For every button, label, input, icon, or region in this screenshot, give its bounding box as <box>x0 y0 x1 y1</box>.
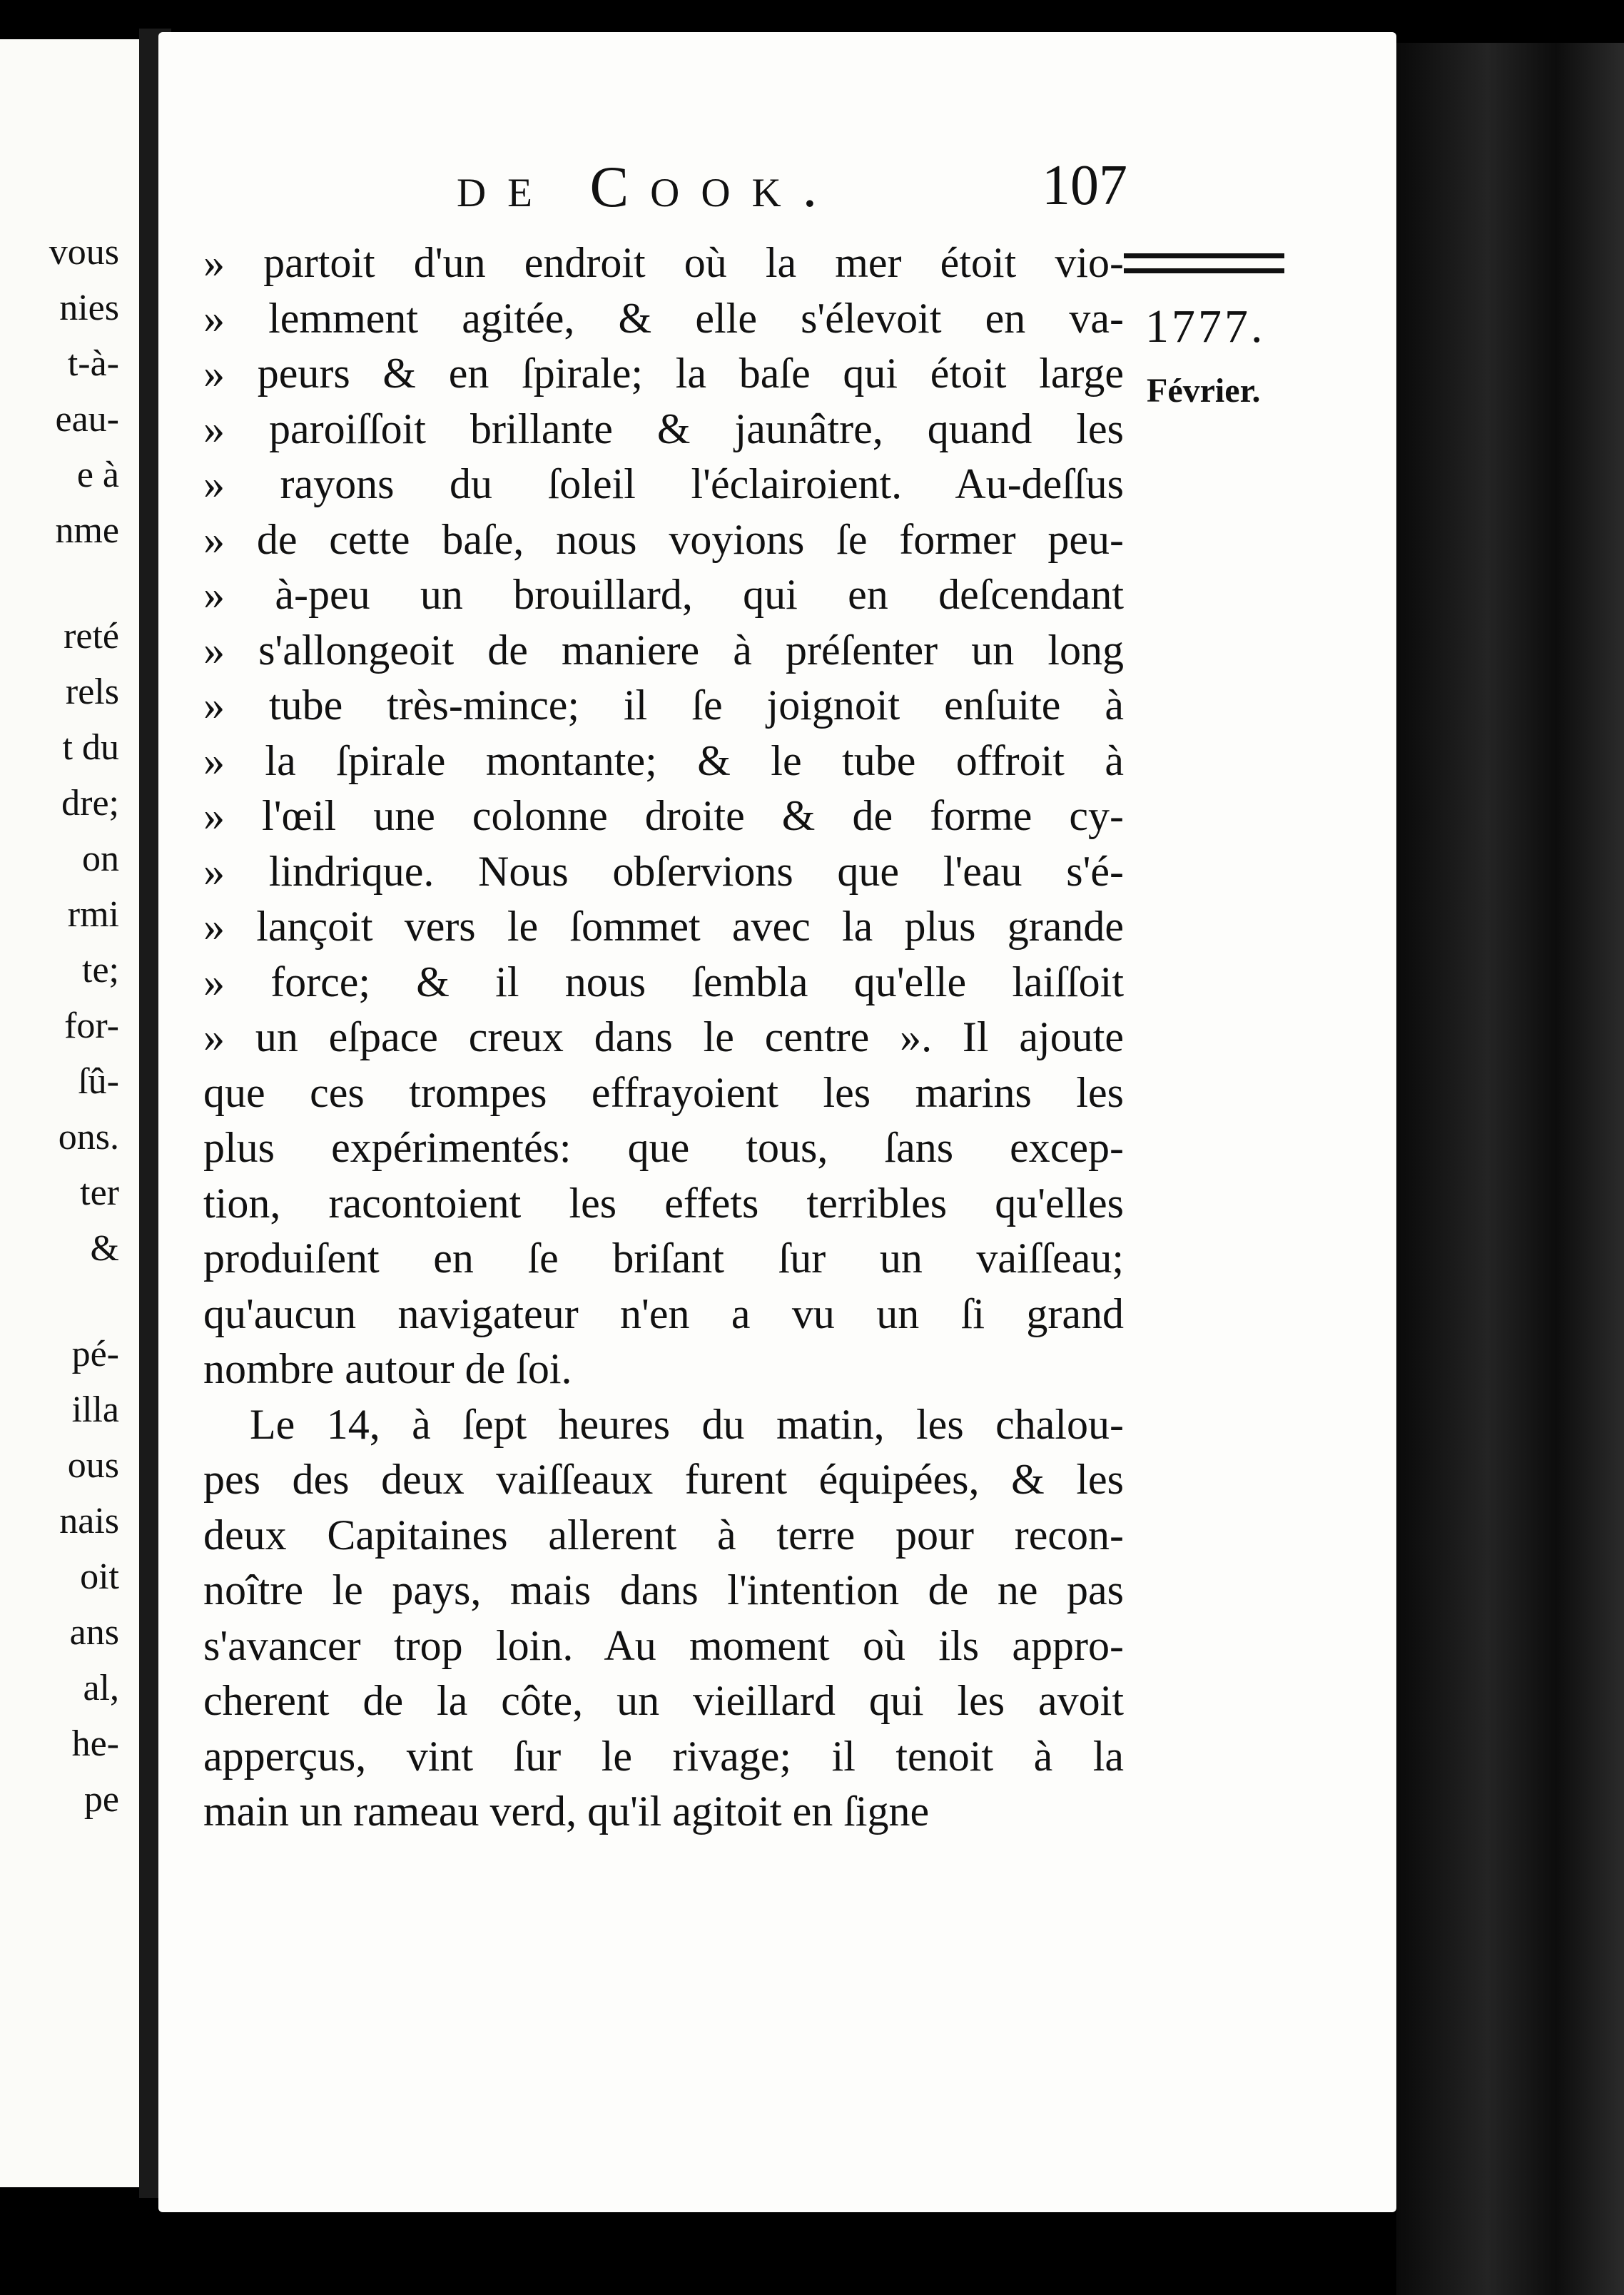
left-page-fragment: pé- <box>71 1334 119 1374</box>
text-line: » peurs & en ſpirale; la baſe qui étoit large <box>203 350 1124 397</box>
left-page-fragment: rels <box>65 672 119 712</box>
left-page-fragment: e à <box>76 455 119 495</box>
left-page-fragment: ons. <box>58 1117 119 1157</box>
left-page-fragment: reté <box>64 616 119 657</box>
left-page-fragment: t-à- <box>67 343 119 384</box>
fragment-gap <box>0 1277 139 1327</box>
left-page-fragment: oit <box>80 1556 119 1597</box>
left-page-fragment: te; <box>82 950 119 991</box>
left-page-fragment: dre; <box>61 783 119 824</box>
left-page-fragment: illa <box>71 1389 119 1430</box>
text-line: » la ſpirale montante; & le tube offroit à <box>203 736 1124 784</box>
text-line: apperçus, vint ſur le rivage; il tenoit à la <box>203 1732 1124 1780</box>
text-line: que ces trompes effrayoient les marins les <box>203 1068 1124 1116</box>
left-page-fragment: nais <box>59 1501 119 1541</box>
text-line: qu'aucun navigateur n'en a vu un ſi grand <box>203 1290 1124 1337</box>
page-number: 107 <box>1042 154 1127 217</box>
running-head <box>457 153 1142 232</box>
text-line: » lemment agitée, & elle s'élevoit en va- <box>203 294 1124 342</box>
left-page-fragment: al, <box>83 1668 119 1708</box>
text-line: deux Capitaines allerent à terre pour recon- <box>203 1511 1124 1559</box>
left-facing-page <box>0 39 139 2187</box>
left-page-fragment: he- <box>71 1723 119 1764</box>
left-page-fragment: pe <box>83 1779 119 1820</box>
text-line: tion, racontoient les effets terribles qu'elles <box>203 1179 1124 1227</box>
left-page-fragment: & <box>90 1228 119 1269</box>
running-title: de Cook. <box>457 154 839 219</box>
left-page-fragment: ſû- <box>78 1061 119 1102</box>
left-page-fragment: vous <box>49 232 119 273</box>
text-line: » tube très-mince; il ſe joignoit enſuite à <box>203 682 1124 729</box>
text-line: cherent de la côte, un vieillard qui les avoit <box>203 1677 1124 1724</box>
text-line: » à-peu un brouillard, qui en deſcendant <box>203 571 1124 618</box>
left-page-fragment: nies <box>59 288 119 328</box>
text-line: produiſent en ſe briſant ſur un vaiſſeau; <box>203 1235 1124 1282</box>
text-line: » paroiſſoit brillante & jaunâtre, quand les <box>203 405 1124 452</box>
left-page-fragment: nme <box>55 510 119 551</box>
text-line: » partoit d'un endroit où la mer étoit vio- <box>203 239 1124 286</box>
margin-note-month: Février. <box>1147 372 1261 410</box>
text-line: » lindrique. Nous obſervions que l'eau s'é- <box>203 847 1124 895</box>
text-line: plus expérimentés: que tous, ſans excep- <box>203 1124 1124 1171</box>
left-page-fragment: ter <box>80 1172 119 1213</box>
margin-double-rule <box>1124 253 1284 273</box>
text-line: » lançoit vers le ſommet avec la plus grande <box>203 903 1124 950</box>
left-page-fragment: t du <box>62 727 119 768</box>
left-page-fragment: rmi <box>67 894 119 935</box>
left-page-fragment: for- <box>64 1005 119 1046</box>
left-page-fragment: on <box>82 839 119 879</box>
body-text <box>203 235 1124 1840</box>
text-line: nombre autour de ſoi. <box>203 1345 572 1392</box>
left-page-fragment: ans <box>69 1612 119 1653</box>
text-line: s'avancer trop loin. Au moment où ils appro- <box>203 1621 1124 1669</box>
left-page-fragment: ous <box>67 1445 119 1486</box>
text-line: » l'œil une colonne droite & de forme cy- <box>203 792 1124 839</box>
text-line: main un rameau verd, qu'il agitoit en ſigne <box>203 1788 930 1835</box>
text-line: noître le pays, mais dans l'intention de ne pas <box>203 1566 1124 1613</box>
left-page-fragment: eau- <box>55 399 119 440</box>
text-line: » s'allongeoit de maniere à préſenter un long <box>203 626 1124 674</box>
page-fore-edge <box>1396 43 1624 2295</box>
text-line: » force; & il nous ſembla qu'elle laiſſoit <box>203 958 1124 1005</box>
text-line: » rayons du ſoleil l'éclairoient. Au-deſſus <box>203 460 1124 507</box>
text-line: pes des deux vaiſſeaux furent équipées, & les <box>203 1456 1124 1503</box>
fragment-gap <box>0 559 139 609</box>
text-line: » un eſpace creux dans le centre ». Il ajoute <box>203 1013 1124 1060</box>
left-page-text-fragments <box>0 225 139 1828</box>
text-line: » de cette baſe, nous voyions ſe former peu- <box>203 515 1124 563</box>
margin-note-year: 1777. <box>1145 300 1266 353</box>
text-line: Le 14, à ſept heures du matin, les chalou- <box>250 1400 1124 1448</box>
